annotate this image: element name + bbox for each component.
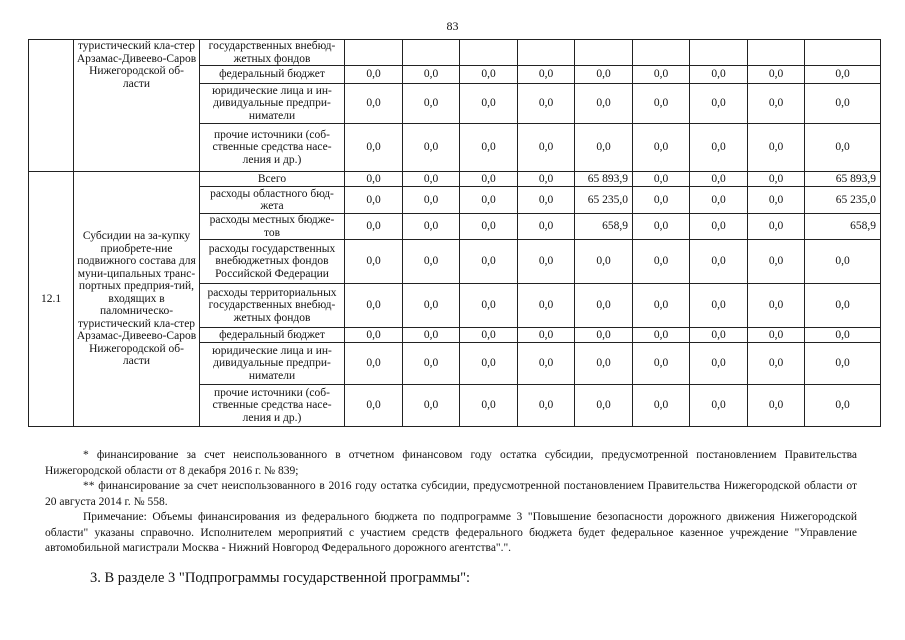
amount-cell: 0,0 bbox=[748, 124, 805, 172]
row-number bbox=[29, 40, 74, 172]
amount-cell: 0,0 bbox=[345, 214, 403, 240]
amount-cell: 0,0 bbox=[345, 66, 403, 84]
amount-cell: 0,0 bbox=[345, 328, 403, 343]
amount-cell: 0,0 bbox=[690, 187, 748, 214]
financing-table bbox=[28, 39, 881, 427]
amount-cell: 0,0 bbox=[805, 124, 881, 172]
amount-cell: 65 893,9 bbox=[805, 172, 881, 187]
amount-cell: 0,0 bbox=[748, 240, 805, 284]
amount-cell: 0,0 bbox=[518, 284, 575, 328]
amount-cell: 0,0 bbox=[403, 214, 460, 240]
amount-cell: 0,0 bbox=[403, 385, 460, 427]
amount-cell: 0,0 bbox=[403, 240, 460, 284]
amount-cell bbox=[633, 40, 690, 66]
amount-cell: 0,0 bbox=[633, 124, 690, 172]
funding-source: государственных внебюд-жетных фондов bbox=[200, 40, 345, 66]
amount-cell: 0,0 bbox=[805, 284, 881, 328]
amount-cell: 0,0 bbox=[633, 343, 690, 385]
amount-cell: 0,0 bbox=[575, 284, 633, 328]
amount-cell: 0,0 bbox=[690, 385, 748, 427]
amount-cell bbox=[805, 40, 881, 66]
amount-cell: 0,0 bbox=[805, 84, 881, 124]
footnotes bbox=[45, 448, 857, 557]
amount-cell: 0,0 bbox=[748, 84, 805, 124]
amount-cell bbox=[403, 40, 460, 66]
amount-cell: 0,0 bbox=[460, 284, 518, 328]
amount-cell: 65 893,9 bbox=[575, 172, 633, 187]
funding-source: прочие источники (соб-ственные средства насе-ления и др.) bbox=[200, 385, 345, 427]
amount-cell: 0,0 bbox=[748, 385, 805, 427]
amount-cell: 0,0 bbox=[460, 187, 518, 214]
amount-cell: 0,0 bbox=[690, 214, 748, 240]
amount-cell: 0,0 bbox=[690, 343, 748, 385]
amount-cell: 0,0 bbox=[690, 84, 748, 124]
amount-cell: 0,0 bbox=[345, 385, 403, 427]
amount-cell: 0,0 bbox=[518, 214, 575, 240]
amount-cell: 0,0 bbox=[460, 124, 518, 172]
amount-cell: 0,0 bbox=[460, 385, 518, 427]
page-number: 83 bbox=[446, 19, 459, 33]
amount-cell: 0,0 bbox=[403, 172, 460, 187]
amount-cell: 0,0 bbox=[403, 124, 460, 172]
amount-cell: 0,0 bbox=[575, 66, 633, 84]
amount-cell: 0,0 bbox=[690, 328, 748, 343]
amount-cell: 0,0 bbox=[748, 214, 805, 240]
amount-cell: 0,0 bbox=[518, 343, 575, 385]
amount-cell: 0,0 bbox=[403, 284, 460, 328]
footnote-1: * финансирование за счет неиспользованного в отчетном финансовом году остатка субсидии, предусмотренной постановлением Правительства Нижегородской области от 8 декабря 2016 г. № 839; bbox=[45, 449, 857, 477]
amount-cell: 0,0 bbox=[633, 214, 690, 240]
funding-source: расходы территориальных государственных внебюд-жетных фондов bbox=[200, 284, 345, 328]
amount-cell: 0,0 bbox=[805, 328, 881, 343]
amount-cell: 0,0 bbox=[748, 172, 805, 187]
amount-cell: 0,0 bbox=[748, 187, 805, 214]
amount-cell: 0,0 bbox=[460, 328, 518, 343]
measure-name: туристический кла-стер Арзамас-Дивеево-Саров Нижегородской об-ласти bbox=[74, 40, 200, 172]
amount-cell bbox=[690, 40, 748, 66]
amount-cell: 65 235,0 bbox=[575, 187, 633, 214]
measure-name: Субсидии на за-купку приобрете-ние подвижного состава для муни-ципальных транс-портных предприя-тий, входящих в паломническо-туристический кла-стер Арзамас-Дивеево-Саров Нижегородской об-ласти bbox=[74, 172, 200, 427]
amount-cell: 0,0 bbox=[518, 328, 575, 343]
amount-cell: 0,0 bbox=[403, 66, 460, 84]
amount-cell: 0,0 bbox=[748, 66, 805, 84]
amount-cell: 0,0 bbox=[345, 343, 403, 385]
amount-cell: 0,0 bbox=[748, 284, 805, 328]
amount-cell: 0,0 bbox=[518, 66, 575, 84]
amount-cell bbox=[748, 40, 805, 66]
amount-cell bbox=[460, 40, 518, 66]
amount-cell: 0,0 bbox=[633, 284, 690, 328]
amount-cell: 0,0 bbox=[805, 343, 881, 385]
amount-cell: 0,0 bbox=[690, 240, 748, 284]
amount-cell: 0,0 bbox=[805, 385, 881, 427]
amount-cell: 0,0 bbox=[633, 240, 690, 284]
amount-cell: 0,0 bbox=[690, 124, 748, 172]
amount-cell: 0,0 bbox=[633, 84, 690, 124]
amount-cell bbox=[345, 40, 403, 66]
amount-cell: 0,0 bbox=[345, 284, 403, 328]
funding-source: прочие источники (соб-ственные средства насе-ления и др.) bbox=[200, 124, 345, 172]
amount-cell: 0,0 bbox=[575, 385, 633, 427]
amount-cell: 0,0 bbox=[403, 328, 460, 343]
amount-cell: 658,9 bbox=[805, 214, 881, 240]
amount-cell: 0,0 bbox=[633, 172, 690, 187]
amount-cell: 0,0 bbox=[345, 187, 403, 214]
amount-cell: 0,0 bbox=[518, 124, 575, 172]
funding-source: федеральный бюджет bbox=[200, 66, 345, 84]
amount-cell: 0,0 bbox=[518, 172, 575, 187]
amount-cell: 0,0 bbox=[345, 172, 403, 187]
table-row bbox=[29, 40, 881, 66]
amount-cell: 0,0 bbox=[460, 172, 518, 187]
amount-cell: 0,0 bbox=[518, 187, 575, 214]
amount-cell: 0,0 bbox=[460, 214, 518, 240]
amount-cell: 0,0 bbox=[460, 240, 518, 284]
amount-cell: 0,0 bbox=[633, 328, 690, 343]
row-number: 12.1 bbox=[29, 172, 74, 427]
funding-source: федеральный бюджет bbox=[200, 328, 345, 343]
amount-cell: 0,0 bbox=[518, 240, 575, 284]
amount-cell: 0,0 bbox=[575, 328, 633, 343]
amount-cell: 0,0 bbox=[345, 240, 403, 284]
amount-cell: 0,0 bbox=[460, 84, 518, 124]
amount-cell: 0,0 bbox=[403, 343, 460, 385]
amount-cell bbox=[575, 40, 633, 66]
funding-source: юридические лица и ин-дивидуальные предпри-ниматели bbox=[200, 84, 345, 124]
amount-cell: 0,0 bbox=[345, 84, 403, 124]
amount-cell: 0,0 bbox=[403, 84, 460, 124]
amount-cell: 0,0 bbox=[805, 66, 881, 84]
amount-cell: 0,0 bbox=[460, 343, 518, 385]
amount-cell: 0,0 bbox=[690, 172, 748, 187]
section-heading: 3. В разделе 3 "Подпрограммы государственной программы": bbox=[90, 570, 471, 586]
footnote-2: ** финансирование за счет неиспользованного в 2016 году остатка субсидии, предусмотренной постановлением Правительства Нижегородской области от 20 августа 2014 г. № 558. bbox=[45, 480, 857, 508]
amount-cell: 0,0 bbox=[690, 66, 748, 84]
amount-cell: 0,0 bbox=[575, 84, 633, 124]
amount-cell: 0,0 bbox=[748, 328, 805, 343]
amount-cell: 0,0 bbox=[575, 124, 633, 172]
amount-cell: 0,0 bbox=[690, 284, 748, 328]
amount-cell: 0,0 bbox=[575, 240, 633, 284]
amount-cell: 65 235,0 bbox=[805, 187, 881, 214]
funding-source: расходы местных бюдже-тов bbox=[200, 214, 345, 240]
amount-cell: 0,0 bbox=[748, 343, 805, 385]
amount-cell: 0,0 bbox=[805, 240, 881, 284]
amount-cell: 0,0 bbox=[575, 343, 633, 385]
amount-cell: 0,0 bbox=[633, 187, 690, 214]
amount-cell: 658,9 bbox=[575, 214, 633, 240]
funding-source: Всего bbox=[200, 172, 345, 187]
amount-cell: 0,0 bbox=[460, 66, 518, 84]
amount-cell: 0,0 bbox=[345, 124, 403, 172]
table-row bbox=[29, 172, 881, 187]
funding-source: юридические лица и ин-дивидуальные предпри-ниматели bbox=[200, 343, 345, 385]
amount-cell bbox=[518, 40, 575, 66]
funding-source: расходы областного бюд-жета bbox=[200, 187, 345, 214]
note-remark: Примечание: Объемы финансирования из федерального бюджета по подпрограмме 3 "Повышение безопасности дорожного движения Нижегородской области" указаны справочно. Исполнителем мероприятий с участием средств федерального бюджета будет федеральное казенное учреждение "Управление автомобильной магистрали Москва - Нижний Новгород Федерального дорожного агентства".". bbox=[45, 511, 857, 554]
amount-cell: 0,0 bbox=[633, 385, 690, 427]
amount-cell: 0,0 bbox=[518, 385, 575, 427]
amount-cell: 0,0 bbox=[518, 84, 575, 124]
amount-cell: 0,0 bbox=[403, 187, 460, 214]
funding-source: расходы государственных внебюджетных фондов Российской Федерации bbox=[200, 240, 345, 284]
amount-cell: 0,0 bbox=[633, 66, 690, 84]
